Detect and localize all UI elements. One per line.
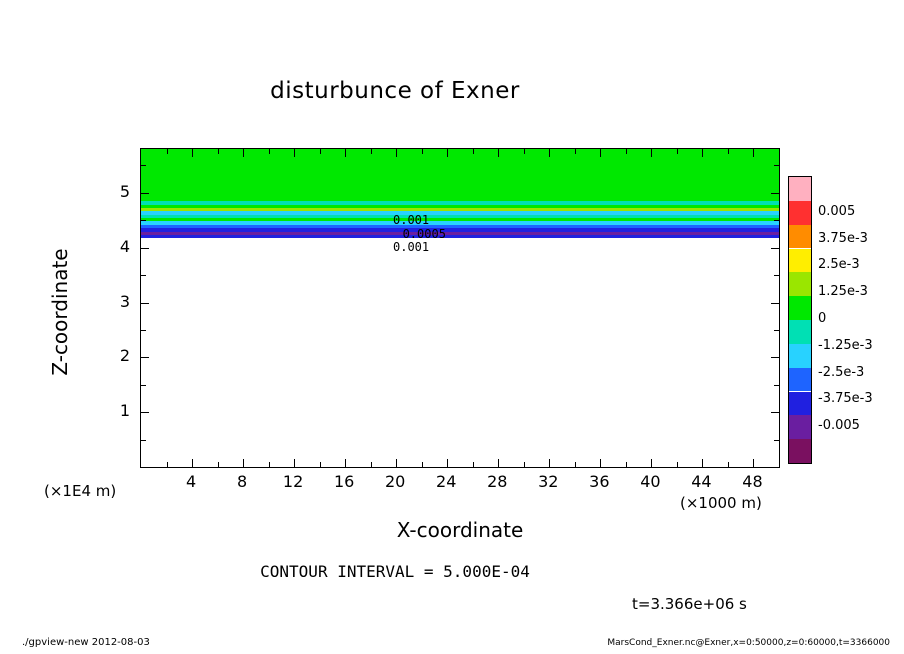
- x-tick-mark: [524, 149, 525, 154]
- footer-left-text: ./gpview-new 2012-08-03: [22, 637, 150, 648]
- x-tick-mark: [728, 462, 729, 467]
- x-tick-mark: [473, 462, 474, 467]
- chart-title: disturbunce of Exner: [270, 78, 520, 104]
- x-tick-mark: [549, 149, 550, 157]
- x-tick-mark: [345, 149, 346, 157]
- contour-label: 0.0005: [402, 226, 446, 241]
- y-tick-mark: [141, 193, 149, 194]
- y-tick-mark: [141, 165, 146, 166]
- footer-right-text: MarsCond_Exner.nc@Exner,x=0:50000,z=0:60000,t=3366000: [607, 638, 890, 648]
- y-axis-title: Z-coordinate: [48, 248, 72, 376]
- y-axis-units: (×1E4 m): [44, 482, 117, 500]
- y-tick-mark: [141, 275, 146, 276]
- x-tick-mark: [600, 459, 601, 467]
- x-tick-mark: [575, 149, 576, 154]
- x-tick-mark: [320, 462, 321, 467]
- colorbar-tick-label: 0: [818, 311, 827, 326]
- x-tick-mark: [192, 459, 193, 467]
- x-tick-mark: [677, 149, 678, 154]
- x-axis-units: (×1000 m): [680, 494, 762, 512]
- x-tick-mark: [728, 149, 729, 154]
- colorbar-tick-label: -3.75e-3: [818, 391, 873, 407]
- y-tick-mark: [141, 440, 146, 441]
- y-tick-label: 3: [119, 291, 130, 311]
- x-tick-mark: [243, 459, 244, 467]
- x-tick-mark: [473, 149, 474, 154]
- y-tick-label: 2: [119, 346, 130, 366]
- y-tick-mark: [774, 440, 779, 441]
- y-tick-mark: [774, 275, 779, 276]
- field-band-green: [141, 149, 779, 201]
- x-tick-mark: [498, 459, 499, 467]
- x-tick-mark: [651, 459, 652, 467]
- x-tick-label: 4: [185, 472, 197, 491]
- x-tick-mark: [549, 459, 550, 467]
- y-tick-mark: [141, 220, 146, 221]
- x-tick-mark: [498, 149, 499, 157]
- time-annotation: t=3.366e+06 s: [632, 595, 747, 613]
- y-tick-mark: [141, 303, 149, 304]
- field-band-white: [141, 238, 779, 467]
- x-axis-title: X-coordinate: [396, 518, 524, 542]
- colorbar-cell: [789, 177, 811, 201]
- y-tick-mark: [771, 248, 779, 249]
- x-tick-label: 48: [742, 472, 763, 491]
- y-tick-mark: [774, 330, 779, 331]
- x-tick-mark: [422, 149, 423, 154]
- x-tick-mark: [269, 462, 270, 467]
- colorbar-tick-label: 3.75e-3: [818, 230, 868, 246]
- y-tick-mark: [141, 412, 149, 413]
- colorbar-cell: [789, 344, 811, 368]
- colorbar-cell: [789, 249, 811, 273]
- contour-interval-note: CONTOUR INTERVAL = 5.000E-04: [260, 562, 530, 581]
- y-tick-mark: [141, 248, 149, 249]
- x-tick-label: 40: [640, 472, 661, 491]
- x-tick-mark: [626, 149, 627, 154]
- x-tick-mark: [651, 149, 652, 157]
- colorbar-cell: [789, 415, 811, 439]
- x-tick-label: 24: [436, 472, 457, 491]
- x-tick-label: 36: [589, 472, 610, 491]
- y-tick-mark: [771, 193, 779, 194]
- colorbar-cell: [789, 392, 811, 416]
- colorbar-cell: [789, 201, 811, 225]
- x-tick-mark: [677, 462, 678, 467]
- x-tick-mark: [753, 459, 754, 467]
- x-tick-mark: [167, 462, 168, 467]
- x-tick-mark: [524, 462, 525, 467]
- y-tick-mark: [774, 220, 779, 221]
- x-tick-mark: [702, 459, 703, 467]
- y-tick-mark: [774, 385, 779, 386]
- x-tick-mark: [243, 149, 244, 157]
- y-tick-label: 4: [119, 236, 130, 256]
- y-tick-mark: [771, 303, 779, 304]
- x-tick-label: 32: [538, 472, 559, 491]
- colorbar-tick-label: 1.25e-3: [818, 284, 868, 300]
- x-tick-mark: [320, 149, 321, 154]
- x-tick-mark: [753, 149, 754, 157]
- colorbar-cell: [789, 272, 811, 296]
- y-tick-label: 1: [119, 401, 130, 421]
- x-tick-mark: [371, 149, 372, 154]
- y-tick-mark: [771, 412, 779, 413]
- contour-label: 0.001: [393, 212, 430, 227]
- x-tick-mark: [702, 149, 703, 157]
- x-tick-mark: [600, 149, 601, 157]
- x-tick-label: 16: [333, 472, 355, 491]
- y-tick-mark: [141, 385, 146, 386]
- x-tick-mark: [447, 149, 448, 157]
- contour-label: 0.001: [393, 239, 430, 254]
- colorbar-cell: [789, 320, 811, 344]
- plot-area: [140, 148, 780, 468]
- x-tick-mark: [422, 462, 423, 467]
- x-tick-mark: [218, 149, 219, 154]
- y-tick-mark: [771, 357, 779, 358]
- x-tick-label: 12: [282, 472, 304, 491]
- x-tick-mark: [345, 459, 346, 467]
- x-tick-mark: [294, 149, 295, 157]
- y-tick-mark: [774, 165, 779, 166]
- colorbar-cell: [789, 225, 811, 249]
- colorbar: [788, 176, 812, 464]
- x-tick-mark: [218, 462, 219, 467]
- x-tick-label: 28: [487, 472, 508, 491]
- colorbar-tick-label: 2.5e-3: [818, 257, 860, 273]
- y-tick-mark: [141, 330, 146, 331]
- x-tick-mark: [575, 462, 576, 467]
- x-tick-label: 20: [385, 472, 406, 491]
- x-tick-label: 44: [691, 472, 712, 491]
- x-tick-mark: [192, 149, 193, 157]
- colorbar-tick-label: 0.005: [818, 203, 856, 219]
- x-tick-mark: [396, 459, 397, 467]
- x-tick-mark: [294, 459, 295, 467]
- colorbar-cell: [789, 296, 811, 320]
- x-tick-mark: [626, 462, 627, 467]
- y-tick-label: 5: [119, 181, 130, 201]
- colorbar-cell: [789, 368, 811, 392]
- x-tick-mark: [371, 462, 372, 467]
- field-band-stripes: [141, 201, 779, 238]
- colorbar-cell: [789, 439, 811, 463]
- x-tick-mark: [269, 149, 270, 154]
- x-tick-mark: [167, 149, 168, 154]
- colorbar-tick-label: -0.005: [818, 418, 860, 434]
- colorbar-tick-label: -1.25e-3: [818, 337, 873, 353]
- x-tick-mark: [447, 459, 448, 467]
- x-tick-mark: [396, 149, 397, 157]
- colorbar-tick-label: -2.5e-3: [818, 364, 865, 380]
- y-tick-mark: [141, 357, 149, 358]
- x-tick-label: 8: [236, 472, 248, 491]
